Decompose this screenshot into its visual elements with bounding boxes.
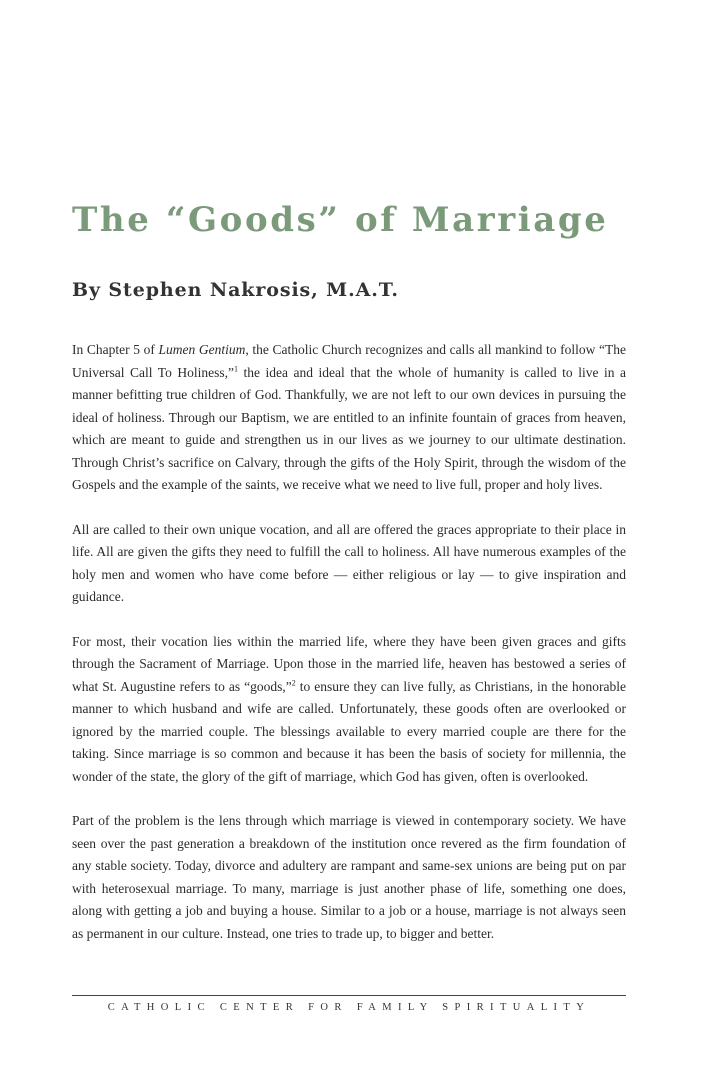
document-page — [72, 0, 626, 1077]
footer-divider — [72, 995, 626, 996]
paragraph-2: All are called to their own unique vocation, and all are offered the graces appropriate to their place in life. All are given the gifts they need to fulfill the call to holiness. All have numerous examples of the holy men and women who have come before — either religious or lay — to give inspiration and guidance. — [72, 521, 626, 604]
footnote-ref-1: 1 — [233, 364, 238, 373]
article-body — [72, 339, 626, 967]
paragraph-4: Part of the problem is the lens through which marriage is viewed in contemporary society. We have seen over the past generation a breakdown of the institution once revered as the firm foundation of any stable society. Today, divorce and adultery are rampant and same-sex unions are being put on par with heterosexual marriage. To many, marriage is just another phase of life, something one does, along with getting a job and buying a house. Similar to a job or a house, marriage is not always seen as permanent in our culture. Instead, one tries to trade up, to bigger and better. — [72, 813, 626, 941]
article-byline: By Stephen Nakrosis, M.A.T. — [72, 279, 399, 301]
paragraph-1-text-b: , the Catholic Church recognizes and calls all mankind to follow “The Universal Call To Holiness,” — [72, 342, 626, 380]
book-title-lumen-gentium: Lumen Gentium — [158, 342, 246, 357]
paragraph-1-text-c: the idea and ideal that the whole of humanity is called to live in a manner befitting true children of God. Thankfully, we are not left to our own devices in pursuing the ideal of holiness. Through our Baptism, we are entitled to an infinite fountain of graces from heaven, which are meant to guide and strengthen us in our lives as we journey to our ultimate destination. Through Christ’s sacrifice on Calvary, through the gifts of the Holy Spirit, through the wisdom of the Gospels and the example of the saints, we receive what we need to live full, proper and holy lives. — [72, 364, 626, 492]
article-title: The “Goods” of Marriage — [72, 200, 609, 240]
paragraph-3-text-b: to ensure they can live fully, as Christians, in the honorable manner to which husband and wife are called. Unfortunately, these goods often are overlooked or ignored by the married couple. The blessings available to every married couple are there for the taking. Since marriage is so common and because it has been the basis of society for millennia, the wonder of the state, the glory of the gift of marriage, which God has given, often is overlooked. — [72, 678, 627, 784]
paragraph-1-text-a: In Chapter 5 of — [72, 342, 159, 357]
footnote-ref-2: 2 — [291, 678, 296, 687]
paragraph-3-text-a: For most, their vocation lies within the married life, where they have been given graces and gifts through the Sacrament of Marriage. Upon those in the married life, heaven has bestowed a series of what St. Augustine refers to as “goods,” — [72, 633, 626, 694]
paragraph-3 — [72, 631, 626, 789]
paragraph-1 — [72, 339, 626, 497]
footer-organization-name: CATHOLIC CENTER FOR FAMILY SPIRITUALITY — [107, 1002, 591, 1013]
